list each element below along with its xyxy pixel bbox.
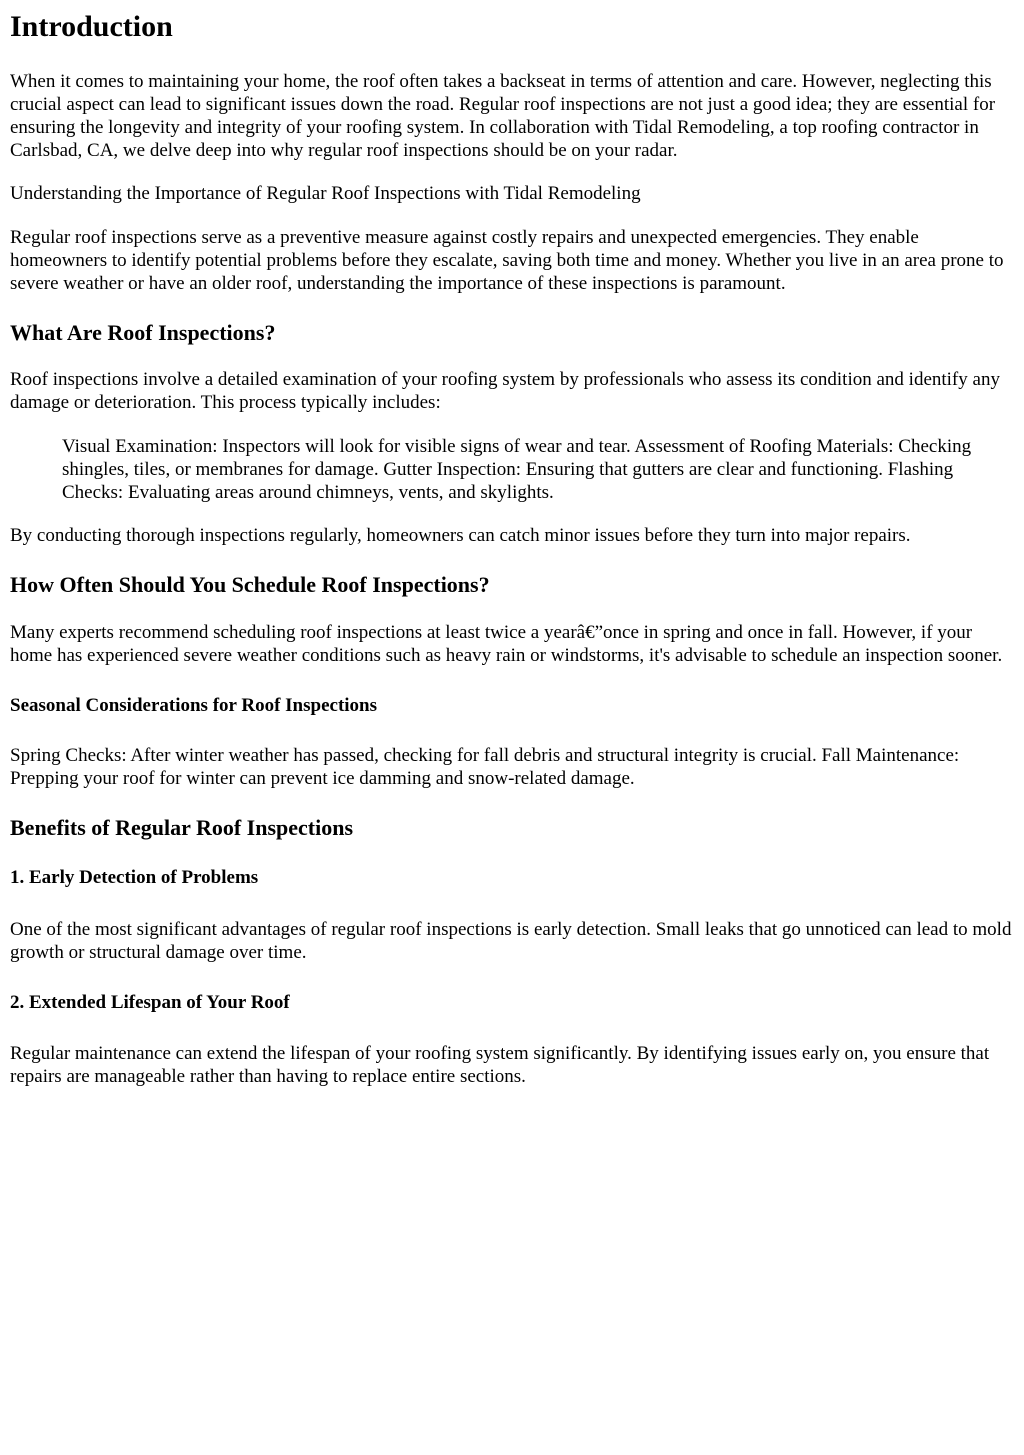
importance-subheading: Understanding the Importance of Regular Roof Inspections with Tidal Remodeling — [10, 183, 641, 204]
benefits-heading: Benefits of Regular Roof Inspections — [10, 815, 354, 840]
what-are-closing: By conducting thorough inspections regularly, homeowners can catch minor issues before they turn into major repairs. — [10, 525, 911, 546]
benefit-2-heading: 2. Extended Lifespan of Your Roof — [10, 992, 290, 1013]
intro-paragraph: When it comes to maintaining your home, the roof often takes a backseat in terms of attention and care. However, neglecting this crucial aspect can lead to significant issues down the road. Regular roof inspections are not just a good idea; they are essential for ensuring the longevity and integrity of your roofing system. In collaboration with Tidal Remodeling, a top roofing contractor in Carlsbad, CA, we delve deep into why regular roof inspections should be on your radar. — [10, 71, 996, 161]
benefit-1-paragraph: One of the most significant advantages of regular roof inspections is early detection. Small leaks that go unnoticed can lead to mold growth or structural damage over time. — [10, 919, 1012, 963]
how-often-paragraph: Many experts recommend scheduling roof inspections at least twice a yearâ€”once in spring and once in fall. However, if your home has experienced severe weather conditions such as heavy rain or windstorms, it's advisable to schedule an inspection sooner. — [10, 622, 1003, 666]
seasonal-heading: Seasonal Considerations for Roof Inspections — [10, 695, 378, 716]
seasonal-paragraph: Spring Checks: After winter weather has passed, checking for fall debris and structural integrity is crucial. Fall Maintenance: Prepping your roof for winter can prevent ice damming and snow-related damage. — [10, 745, 960, 789]
intro-heading: Introduction — [10, 10, 173, 43]
benefit-1-heading: 1. Early Detection of Problems — [10, 867, 259, 888]
benefit-2-paragraph: Regular maintenance can extend the lifespan of your roofing system significantly. By identifying issues early on, you ensure that repairs are manageable rather than having to replace entire sections. — [10, 1043, 990, 1087]
article — [10, 9, 1014, 1088]
what-are-heading: What Are Roof Inspections? — [10, 320, 276, 345]
inspection-steps-block: Visual Examination: Inspectors will look for visible signs of wear and tear. Assessment of Roofing Materials: Checking shingles, tiles, or membranes for damage. Gutter Inspection: Ensuring that gutters are clear and functioning. Flashing Checks: Evaluating areas around chimneys, vents, and skylights. — [62, 436, 972, 503]
how-often-heading: How Often Should You Schedule Roof Inspections? — [10, 572, 490, 597]
importance-paragraph: Regular roof inspections serve as a preventive measure against costly repairs and unexpected emergencies. They enable homeowners to identify potential problems before they escalate, saving both time and money. Whether you live in an area prone to severe weather or have an older roof, understanding the importance of these inspections is paramount. — [10, 227, 1004, 294]
what-are-paragraph: Roof inspections involve a detailed examination of your roofing system by professionals who assess its condition and identify any damage or deterioration. This process typically includes: — [10, 369, 1000, 413]
